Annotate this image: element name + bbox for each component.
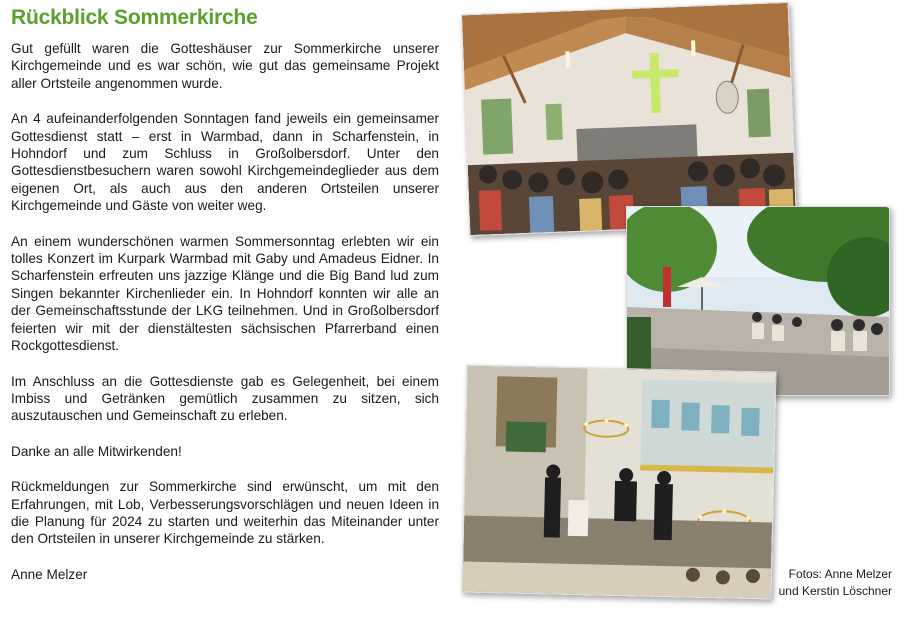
photo-kurpark-concert [626,206,890,396]
paragraph-services: An 4 aufeinanderfolgenden Sonntagen fand jeweils ein gemeinsamer Gottesdienst statt – erst in Warmbad, dann in Scharfenstein, in Hohndorf und zum Schluss in Großolbersdorf. Unter den Gottesdienstbesuchern waren sowohl Kirchgemeindeglieder aus dem eigenen Ort, als auch aus den anderen Ortsteilen unserer Kirchgemeinde und Gäste von weiter weg. [11,111,439,214]
photo-credit-line1: Fotos: Anne Melzer [788,567,892,581]
photo-rock-service [461,365,776,600]
paragraph-feedback: Rückmeldungen zur Sommerkirche sind erwünscht, um mit den Erfahrungen, mit Lob, Verbesserungsvorschlägen und neuen Ideen in die Planung für 2024 zu starten und weiterhin das Miteinander unter den Ortsteilen in unserer Kirchgemeinde zu stärken. [11,479,439,547]
article-body [11,40,439,601]
paragraph-thanks: Danke an alle Mitwirkenden! [11,443,182,459]
article-title: Rückblick Sommerkirche [11,6,258,29]
paragraph-gathering: Im Anschluss an die Gottesdienste gab es Gelegenheit, bei einem Imbiss und Getränken gemütlich zusammen zu sitzen, sich auszutauschen und Gemeinschaft zu erleben. [11,373,439,424]
photo-church-service [461,2,797,236]
photo-credit-line2: und Kerstin Löschner [778,584,892,598]
paragraph-concerts: An einem wunderschönen warmen Sommersonntag erlebten wir ein tolles Konzert im Kurpark Warmbad mit Gaby und Amadeus Eidner. In Scharfenstein erfreuten uns jazzige Klänge und die Big Band lud zum Singen bekannter Kirchenlieder ein. In Hohndorf konnten wir alle an der Gemeinschaftsstunde der LKG teilnehmen. Und in Großolbersdorf feierten wir mit der dienstältesten sächsischen Pfarrerband einen Rockgottesdienst. [11,233,439,354]
article-author: Anne Melzer [11,566,88,582]
paragraph-intro: Gut gefüllt waren die Gotteshäuser zur Sommerkirche unserer Kirchgemeinde und es war schön, wie gut das gemeinsame Projekt aller Ortsteile angenommen wurde. [11,41,439,91]
photo-credit [779,566,892,600]
